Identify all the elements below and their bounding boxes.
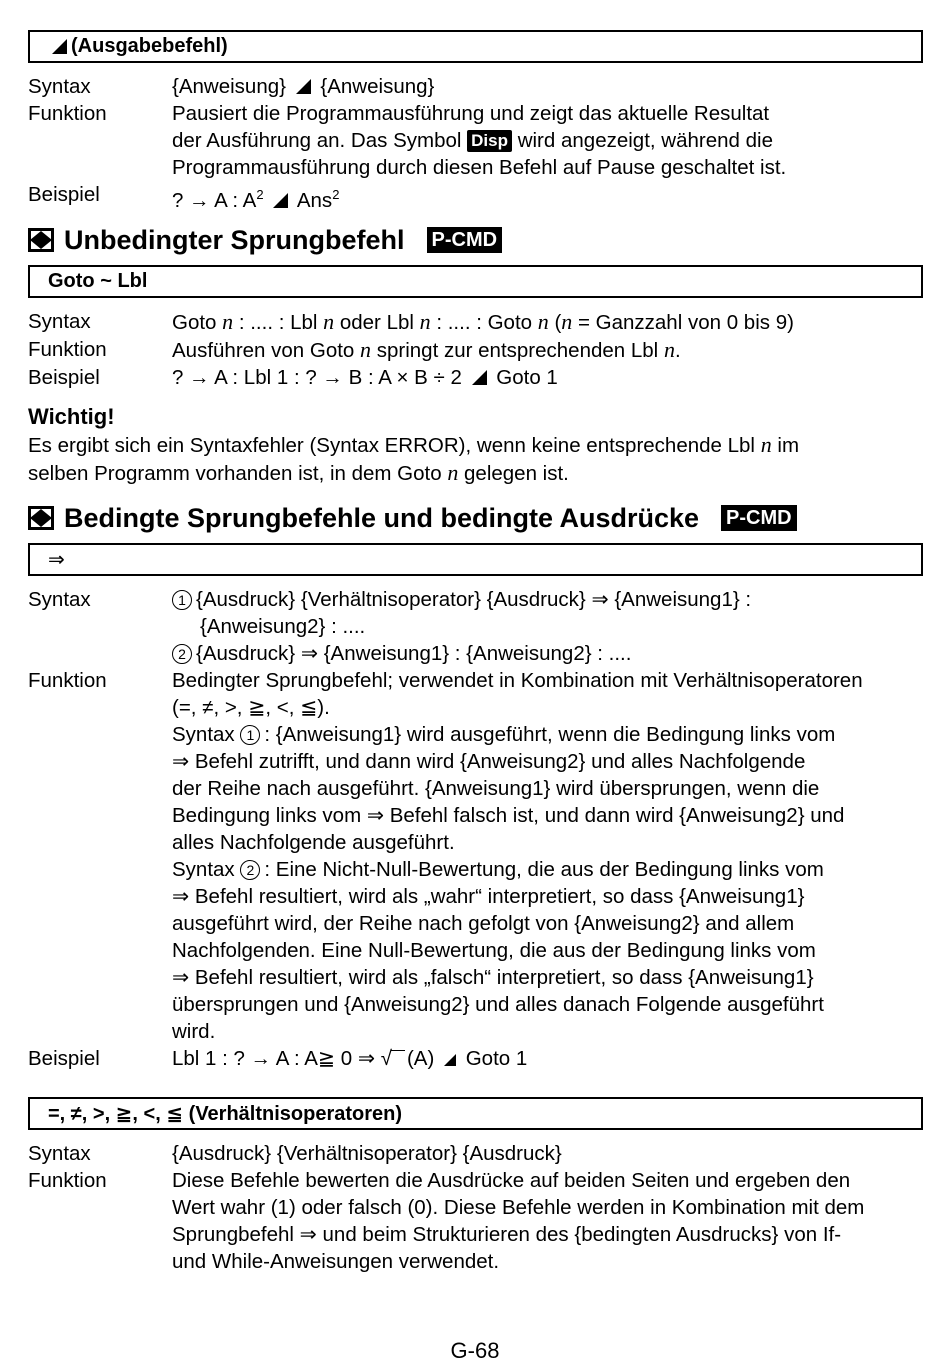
funktion-text: Diese Befehle bewerten die Ausdrücke auf beiden Seiten und ergeben den [172, 1168, 851, 1192]
note-text: Es ergibt sich ein Syntaxfehler (Syntax ERROR), wenn keine entsprechende Lbl [28, 433, 761, 457]
syntax-text: ( [548, 310, 562, 334]
command-box-title: (Ausgabebefehl) [71, 35, 228, 57]
syntax-text: {Anweisung} [320, 75, 435, 98]
funktion-label: Funktion [28, 668, 107, 692]
syntax-text: {Anweisung2} : .... [200, 614, 366, 638]
command-box-relational [28, 1097, 923, 1130]
circled-number: 1 [240, 725, 260, 745]
syntax-text: {Ausdruck} ⇒ {Anweisung1} : {Anweisung2} : .... [196, 641, 632, 665]
funktion-text: der Reihe nach ausgeführt. {Anweisung1} wird übersprungen, wenn die [172, 776, 820, 800]
funktion-text: und While-Anweisungen verwendet. [172, 1249, 500, 1273]
command-box-title: ⇒ [48, 548, 65, 571]
variable-n: n [760, 431, 772, 457]
output-triangle-icon [52, 39, 67, 54]
beispiel-row [28, 181, 923, 214]
beispiel-text: Lbl 1 : ? → A : A≧ 0 ⇒ [172, 1046, 381, 1070]
syntax-label: Syntax [28, 75, 91, 98]
funktion-text: ⇒ Befehl resultiert, wird als „wahr“ interpretiert, so dass {Anweisung1} [172, 884, 805, 908]
funktion-text: Nachfolgenden. Eine Null-Bewertung, die aus der Bedingung links vom [172, 938, 816, 962]
funktion-text: Bedingter Sprungbefehl; verwendet in Kombination mit Verhältnisoperatoren [172, 668, 863, 692]
command-box-goto [28, 265, 923, 298]
important-note [28, 431, 923, 487]
beispiel-text: ? → A : Lbl 1 : ? → B : A × B ÷ 2 [172, 365, 462, 389]
syntax-row [28, 1140, 923, 1167]
beispiel-text: (A) [406, 1046, 435, 1070]
funktion-text: der Ausführung an. Das Symbol [172, 129, 462, 152]
beispiel-text: Goto 1 [496, 365, 558, 389]
funktion-text: Syntax [172, 722, 241, 746]
syntax-text: {Anweisung} [172, 75, 286, 98]
command-box-title: Goto ~ Lbl [48, 269, 148, 292]
funktion-text: ⇒ Befehl zutrifft, und dann wird {Anweisung2} und alles Nachfolgende [172, 749, 806, 773]
beispiel-text: Ans [296, 188, 333, 212]
page-number: G-68 [450, 1338, 500, 1363]
section-heading-conditional [28, 501, 923, 535]
note-text: im [771, 433, 800, 457]
variable-n: n [561, 308, 573, 334]
syntax-label: Syntax [28, 1141, 91, 1165]
diamond-square-icon [28, 506, 54, 530]
syntax-text: = Ganzzahl von 0 bis 9) [572, 310, 794, 334]
variable-n: n [447, 459, 459, 485]
output-triangle-icon [273, 193, 288, 208]
sqrt-sign: √ [380, 1046, 392, 1070]
beispiel-text: Goto 1 [465, 1046, 528, 1070]
variable-n: n [419, 308, 431, 334]
section-heading-jump [28, 223, 923, 257]
funktion-label: Funktion [28, 102, 107, 125]
funktion-text: alles Nachfolgende ausgeführt. [172, 830, 455, 854]
output-triangle-icon [472, 370, 487, 385]
note-text: selben Programm vorhanden ist, in dem Goto [28, 461, 448, 485]
command-box-implies [28, 543, 923, 576]
circled-number: 2 [172, 644, 192, 664]
superscript: 2 [332, 187, 340, 202]
syntax-text: oder Lbl [334, 310, 420, 334]
funktion-text: : {Anweisung1} wird ausgeführt, wenn die Bedingung links vom [264, 722, 836, 746]
funktion-text: Wert wahr (1) oder falsch (0). Diese Befehle werden in Kombination mit dem [172, 1195, 865, 1219]
beispiel-label: Beispiel [28, 183, 100, 206]
output-triangle-icon [296, 79, 311, 94]
circled-number: 2 [240, 860, 260, 880]
funktion-row [28, 667, 923, 1045]
funktion-text: Sprungbefehl ⇒ und beim Strukturieren des {bedingten Ausdrucks} von If- [172, 1222, 842, 1246]
variable-n: n [663, 336, 675, 362]
diamond-square-icon [28, 228, 54, 252]
funktion-text: übersprungen und {Anweisung2} und alles danach Folgende ausgeführt [172, 992, 824, 1016]
funktion-text: Programmausführung durch diesen Befehl auf Pause geschaltet ist. [172, 156, 787, 179]
syntax-text: : .... : Lbl [233, 310, 324, 334]
funktion-text: Syntax [172, 857, 241, 881]
syntax-text: {Ausdruck} {Verhältnisoperator} {Ausdruck} [172, 1141, 562, 1165]
command-box-title: =, ≠, >, ≧, <, ≦ (Verhältnisoperatoren) [48, 1102, 403, 1125]
funktion-text: : Eine Nicht-Null-Bewertung, die aus der Bedingung links vom [264, 857, 824, 881]
funktion-label: Funktion [28, 337, 107, 361]
syntax-text: {Ausdruck} {Verhältnisoperator} {Ausdruck} ⇒ {Anweisung1} : [196, 587, 752, 611]
syntax-text: : .... : Goto [430, 310, 538, 334]
syntax-label: Syntax [28, 587, 91, 611]
variable-n: n [360, 336, 372, 362]
heading-title: Bedingte Sprungbefehle und bedingte Ausdrücke [64, 502, 700, 533]
p-cmd-tag: P-CMD [721, 505, 797, 531]
funktion-row [28, 1167, 923, 1275]
disp-tag: Disp [467, 130, 512, 152]
beispiel-text: ? → A : A [172, 188, 257, 212]
beispiel-label: Beispiel [28, 1046, 100, 1070]
funktion-text: Ausführen von Goto [172, 338, 361, 362]
circled-number: 1 [172, 590, 192, 610]
beispiel-label: Beispiel [28, 365, 100, 389]
funktion-text: ⇒ Befehl resultiert, wird als „falsch“ interpretiert, so dass {Anweisung1} [172, 965, 814, 989]
superscript: 2 [256, 187, 264, 202]
p-cmd-tag: P-CMD [427, 227, 503, 253]
funktion-row [28, 100, 923, 181]
square-root-symbol [381, 1045, 407, 1072]
syntax-row [28, 73, 923, 100]
syntax-label: Syntax [28, 309, 91, 333]
funktion-label: Funktion [28, 1168, 107, 1192]
heading-title: Unbedingter Sprungbefehl [64, 224, 405, 255]
command-box-output [28, 30, 923, 63]
syntax-row [28, 308, 923, 336]
variable-n: n [537, 308, 549, 334]
funktion-text: (=, ≠, >, ≧, <, ≦). [172, 695, 330, 719]
funktion-text: . [674, 338, 681, 362]
funktion-text: Bedingung links vom ⇒ Befehl falsch ist, und dann wird {Anweisung2} und [172, 803, 845, 827]
beispiel-row [28, 364, 923, 391]
note-text: gelegen ist. [458, 461, 569, 485]
variable-n: n [222, 308, 234, 334]
syntax-text: Goto [172, 310, 223, 334]
funktion-text: wird angezeigt, während die [517, 129, 773, 152]
manual-page [28, 30, 923, 1275]
funktion-text: Pausiert die Programmausführung und zeigt das aktuelle Resultat [172, 102, 770, 125]
important-title: Wichtig! [28, 403, 115, 429]
funktion-row [28, 336, 923, 364]
output-triangle-icon [444, 1054, 456, 1066]
funktion-text: ausgeführt wird, der Reihe nach gefolgt von {Anweisung2} and allem [172, 911, 795, 935]
funktion-text: springt zur entsprechenden Lbl [371, 338, 664, 362]
funktion-text: wird. [172, 1019, 216, 1043]
variable-n: n [323, 308, 335, 334]
syntax-row [28, 586, 923, 667]
beispiel-row [28, 1045, 923, 1072]
